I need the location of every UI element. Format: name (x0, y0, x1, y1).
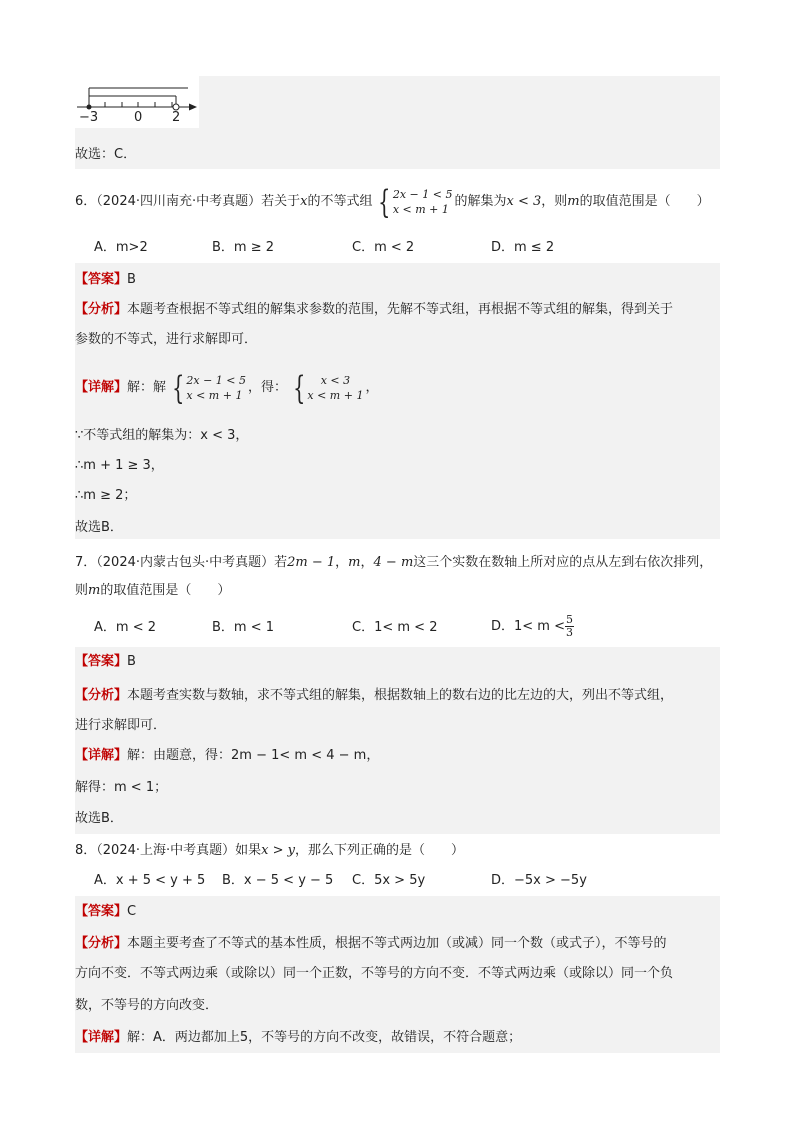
tick-label-minus3: −3 (79, 110, 99, 125)
q7-detail-1: 【详解】解：由题意，得：2m − 1< m < 4 − m， (75, 748, 380, 763)
number-line-figure (75, 76, 199, 128)
q7-solution-block (75, 647, 720, 834)
q8-option-d: D．−5x > −5y (491, 873, 587, 888)
q6-step-1: ∵不等式组的解集为：x < 3， (75, 428, 249, 443)
q6-analysis-2: 参数的不等式，进行求解即可． (75, 332, 258, 347)
brace-symbol: { (293, 368, 306, 407)
fraction-five-thirds: $\frac{5}{3}$ (566, 613, 573, 639)
q8-option-b: B．x − 5 < y − 5 (222, 873, 334, 888)
q7-conclusion: 故选B． (75, 811, 123, 826)
q8-answer: 【答案】C (75, 904, 137, 919)
q6-option-c: C．m < 2 (352, 240, 415, 255)
q7-analysis-2: 进行求解即可． (75, 718, 167, 733)
q8-option-c: C．5x > 5y (352, 873, 426, 888)
q6-detail: 【详解】解：解 { 2x − 1 < 5 x < m + 1 ，得： { x < 3 x < m + 1 ， (75, 368, 379, 407)
q8-analysis-3: 数，不等号的方向改变． (75, 998, 219, 1013)
q6-option-a: A．m>2 (94, 240, 148, 255)
q7-stem-2: 则m的取值范围是（ ） (75, 583, 231, 598)
q8-option-a: A．x + 5 < y + 5 (94, 873, 206, 888)
tick-label-2: 2 (172, 110, 181, 125)
q6-option-d: D．m ≤ 2 (491, 240, 555, 255)
q6-step-2: ∴m + 1 ≥ 3， (75, 458, 164, 473)
q7-answer: 【答案】B (75, 654, 136, 669)
q6-analysis-1: 【分析】本题考查根据不等式组的解集求参数的范围，先解不等式组，再根据不等式组的解集，得到关于 (75, 302, 674, 317)
brace-symbol: { (172, 368, 185, 407)
q6-step-3: ∴m ≥ 2； (75, 488, 137, 503)
q8-detail-1: 【详解】解：A．两边都加上5，不等号的方向不改变，故错误，不符合题意； (75, 1030, 522, 1045)
q8-stem: 8．（2024·上海·中考真题）如果x > y，那么下列正确的是（ ） (75, 843, 464, 858)
top-conclusion: 故选：C． (75, 147, 137, 162)
q7-option-d: D．1< m < $\frac{5}{3}$ (491, 613, 573, 639)
q7-analysis-1: 【分析】本题考查实数与数轴，求不等式组的解集，根据数轴上的数右边的比左边的大，列出不等式组， (75, 688, 674, 703)
q6-stem: 6．（2024·四川南充·中考真题）若关于x的不等式组 { 2x − 1 < 5 x < m + 1 的解集为x < 3，则m的取值范围是（ ） (75, 182, 710, 221)
q6-detail-system-2: { x < 3 x < m + 1 (293, 368, 364, 407)
q6-conclusion: 故选B． (75, 520, 123, 535)
q8-analysis-2: 方向不变．不等式两边乘（或除以）同一个正数，不等号的方向不变．不等式两边乘（或除以）同一个负 (75, 966, 674, 981)
tick-label-0: 0 (134, 110, 143, 125)
q8-analysis-1: 【分析】本题主要考查了不等式的基本性质，根据不等式两边加（或减）同一个数（或式子），不等号的 (75, 936, 667, 951)
q7-option-c: C．1< m < 2 (352, 620, 438, 635)
q6-answer: 【答案】B (75, 272, 136, 287)
q6-system: { 2x − 1 < 5 x < m + 1 (378, 182, 453, 221)
q6-detail-system-1: { 2x − 1 < 5 x < m + 1 (172, 368, 247, 407)
q7-option-a: A．m < 2 (94, 620, 156, 635)
q7-option-b: B．m < 1 (212, 620, 275, 635)
q7-stem-1: 7．（2024·内蒙古包头·中考真题）若2m − 1，m，4 − m这三个实数在数轴上所对应的点从左到右依次排列， (75, 555, 713, 570)
q6-option-b: B．m ≥ 2 (212, 240, 275, 255)
brace-symbol: { (378, 182, 391, 221)
q7-detail-2: 解得：m < 1； (75, 780, 168, 795)
